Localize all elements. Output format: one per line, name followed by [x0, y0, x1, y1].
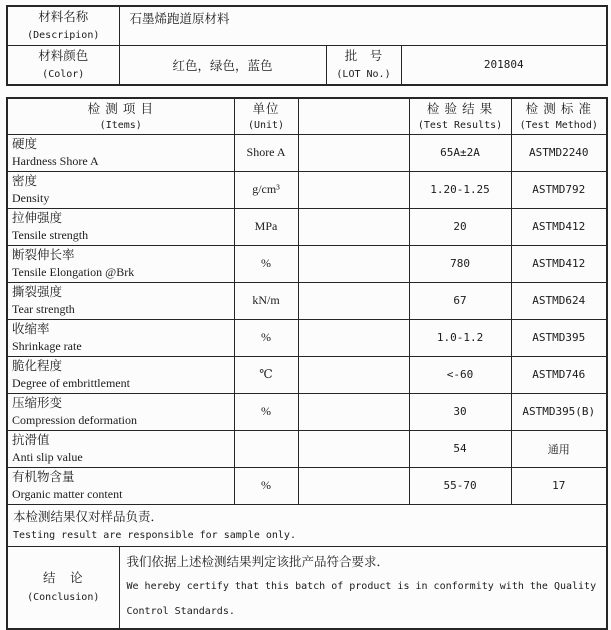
- method-cell: ASTMD624: [511, 282, 607, 319]
- test-row-anti-slip: [7, 430, 607, 467]
- test-results-table: [6, 97, 608, 630]
- disclaimer-zh: 本检测结果仅对样品负责．: [13, 509, 164, 524]
- blank-cell: [298, 467, 409, 504]
- header-method-cell: [511, 98, 607, 134]
- lot-value: 201804: [483, 58, 524, 72]
- result-cell: 1.0-1.2: [409, 319, 511, 356]
- material-color-value: 红色，绿色，蓝色: [172, 58, 273, 73]
- item-name-en: Tensile strength: [12, 227, 89, 242]
- item-name-zh: 抗滑值: [12, 432, 50, 447]
- header-items-zh: 检 测 项 目: [87, 101, 154, 116]
- item-cell: [7, 134, 234, 171]
- method-cell: ASTMD746: [511, 356, 607, 393]
- material-name-label-zh: 材料名称: [38, 9, 89, 24]
- test-row-shrinkage: [7, 319, 607, 356]
- item-name-en: Degree of embrittlement: [12, 375, 130, 390]
- result-cell: 54: [409, 430, 511, 467]
- material-name-value-cell: [119, 6, 607, 45]
- item-cell: [7, 208, 234, 245]
- unit-cell: kN/m: [234, 282, 298, 319]
- test-row-tear-strength: [7, 282, 607, 319]
- test-row-density: [7, 171, 607, 208]
- header-unit-en: (Unit): [247, 119, 285, 131]
- material-name-label-en: (Descripion): [27, 29, 100, 41]
- item-name-zh: 断裂伸长率: [12, 247, 75, 262]
- item-name-en: Shrinkage rate: [12, 338, 82, 353]
- disclaimer-en: Testing result are responsible for sample only.: [13, 529, 296, 541]
- method-cell: ASTMD395: [511, 319, 607, 356]
- unit-cell: MPa: [234, 208, 298, 245]
- blank-cell: [298, 134, 409, 171]
- method-cell: 17: [511, 467, 607, 504]
- result-cell: 20: [409, 208, 511, 245]
- blank-cell: [298, 356, 409, 393]
- material-name-value: 石墨烯跑道原材料: [129, 12, 230, 26]
- blank-cell: [298, 319, 409, 356]
- item-cell: [7, 245, 234, 282]
- item-cell: [7, 467, 234, 504]
- test-row-hardness: [7, 134, 607, 171]
- result-cell: 780: [409, 245, 511, 282]
- item-name-zh: 撕裂强度: [12, 284, 63, 299]
- conclusion-statement-en: We hereby certify that this batch of product is in conformity with the Quality Control Standards.: [126, 580, 597, 617]
- blank-cell: [298, 208, 409, 245]
- result-cell: 1.20-1.25: [409, 171, 511, 208]
- conclusion-label-zh: 结 论: [42, 571, 84, 585]
- unit-cell: Shore A: [234, 134, 298, 171]
- conclusion-label-en: (Conclusion): [27, 592, 100, 603]
- item-cell: [7, 319, 234, 356]
- header-results-zh: 检 验 结 果: [426, 101, 494, 116]
- material-color-value-cell: [119, 45, 326, 85]
- unit-cell: [234, 430, 298, 467]
- item-name-zh: 硬度: [12, 136, 38, 151]
- method-cell: ASTMD792: [511, 171, 607, 208]
- header-items-cell: [7, 98, 234, 134]
- disclaimer-row: [7, 504, 607, 546]
- test-row-compression: [7, 393, 607, 430]
- blank-cell: [298, 245, 409, 282]
- test-row-tensile-strength: [7, 208, 607, 245]
- blank-cell: [298, 393, 409, 430]
- lot-label-en: (LOT No.): [336, 68, 391, 80]
- result-cell: 67: [409, 282, 511, 319]
- unit-cell: %: [234, 245, 298, 282]
- header-method-zh: 检 测 标 准: [525, 101, 592, 116]
- item-name-en: Organic matter content: [12, 486, 123, 501]
- item-name-en: Compression deformation: [12, 412, 137, 427]
- method-cell: 通用: [511, 430, 607, 467]
- conclusion-text-cell: [119, 546, 607, 629]
- method-cell: ASTMD395(B): [511, 393, 607, 430]
- conclusion-label-cell: [7, 546, 119, 629]
- unit-cell: %: [234, 467, 298, 504]
- item-cell: [7, 393, 234, 430]
- header-unit-zh: 单位: [252, 101, 280, 116]
- blank-cell: [298, 171, 409, 208]
- lot-label-zh: 批 号: [344, 48, 383, 63]
- test-row-embrittlement: [7, 356, 607, 393]
- lot-label-cell: [326, 45, 401, 85]
- item-name-en: Hardness Shore A: [12, 153, 99, 168]
- method-cell: ASTMD2240: [511, 134, 607, 171]
- result-cell: 55-70: [409, 467, 511, 504]
- conclusion-statement-zh: 我们依据上述检测结果判定该批产品符合要求．: [126, 554, 390, 569]
- conclusion-row: [7, 546, 607, 629]
- method-cell: ASTMD412: [511, 208, 607, 245]
- item-name-zh: 拉伸强度: [12, 210, 63, 225]
- header-items-en: (Items): [99, 119, 142, 131]
- material-color-label-cell: [7, 45, 119, 85]
- item-name-en: Anti slip value: [12, 449, 83, 464]
- unit-cell: ℃: [234, 356, 298, 393]
- unit-cell: %: [234, 319, 298, 356]
- disclaimer-cell: [7, 504, 607, 546]
- result-cell: 30: [409, 393, 511, 430]
- lot-value-cell: [401, 45, 607, 85]
- item-name-zh: 脆化程度: [12, 358, 63, 373]
- result-cell: <-60: [409, 356, 511, 393]
- material-color-row: [7, 45, 607, 85]
- header-results-cell: [409, 98, 511, 134]
- header-results-en: (Test Results): [417, 119, 503, 131]
- blank-cell: [298, 282, 409, 319]
- item-name-en: Tensile Elongation @Brk: [12, 264, 135, 279]
- item-name-zh: 收缩率: [12, 321, 50, 336]
- blank-cell: [298, 430, 409, 467]
- unit-cell: %: [234, 393, 298, 430]
- test-row-elongation: [7, 245, 607, 282]
- unit-cell: g/cm³: [234, 171, 298, 208]
- header-unit-cell: [234, 98, 298, 134]
- item-name-en: Density: [12, 190, 50, 205]
- item-name-zh: 密度: [12, 173, 38, 188]
- method-cell: ASTMD412: [511, 245, 607, 282]
- result-cell: 65A±2A: [409, 134, 511, 171]
- item-name-en: Tear strength: [12, 301, 75, 316]
- item-cell: [7, 171, 234, 208]
- material-info-table: [6, 5, 608, 86]
- material-name-label-cell: [7, 6, 119, 45]
- header-blank-cell: [298, 98, 409, 134]
- header-method-en: (Test Method): [519, 119, 598, 131]
- material-color-label-en: (Color): [42, 68, 85, 80]
- item-cell: [7, 430, 234, 467]
- item-cell: [7, 356, 234, 393]
- item-name-zh: 压缩形变: [12, 395, 63, 410]
- material-color-label-zh: 材料颜色: [38, 48, 89, 63]
- material-name-row: [7, 6, 607, 45]
- item-cell: [7, 282, 234, 319]
- item-name-zh: 有机物含量: [12, 469, 75, 484]
- test-row-organic-content: [7, 467, 607, 504]
- test-table-header-row: [7, 98, 607, 134]
